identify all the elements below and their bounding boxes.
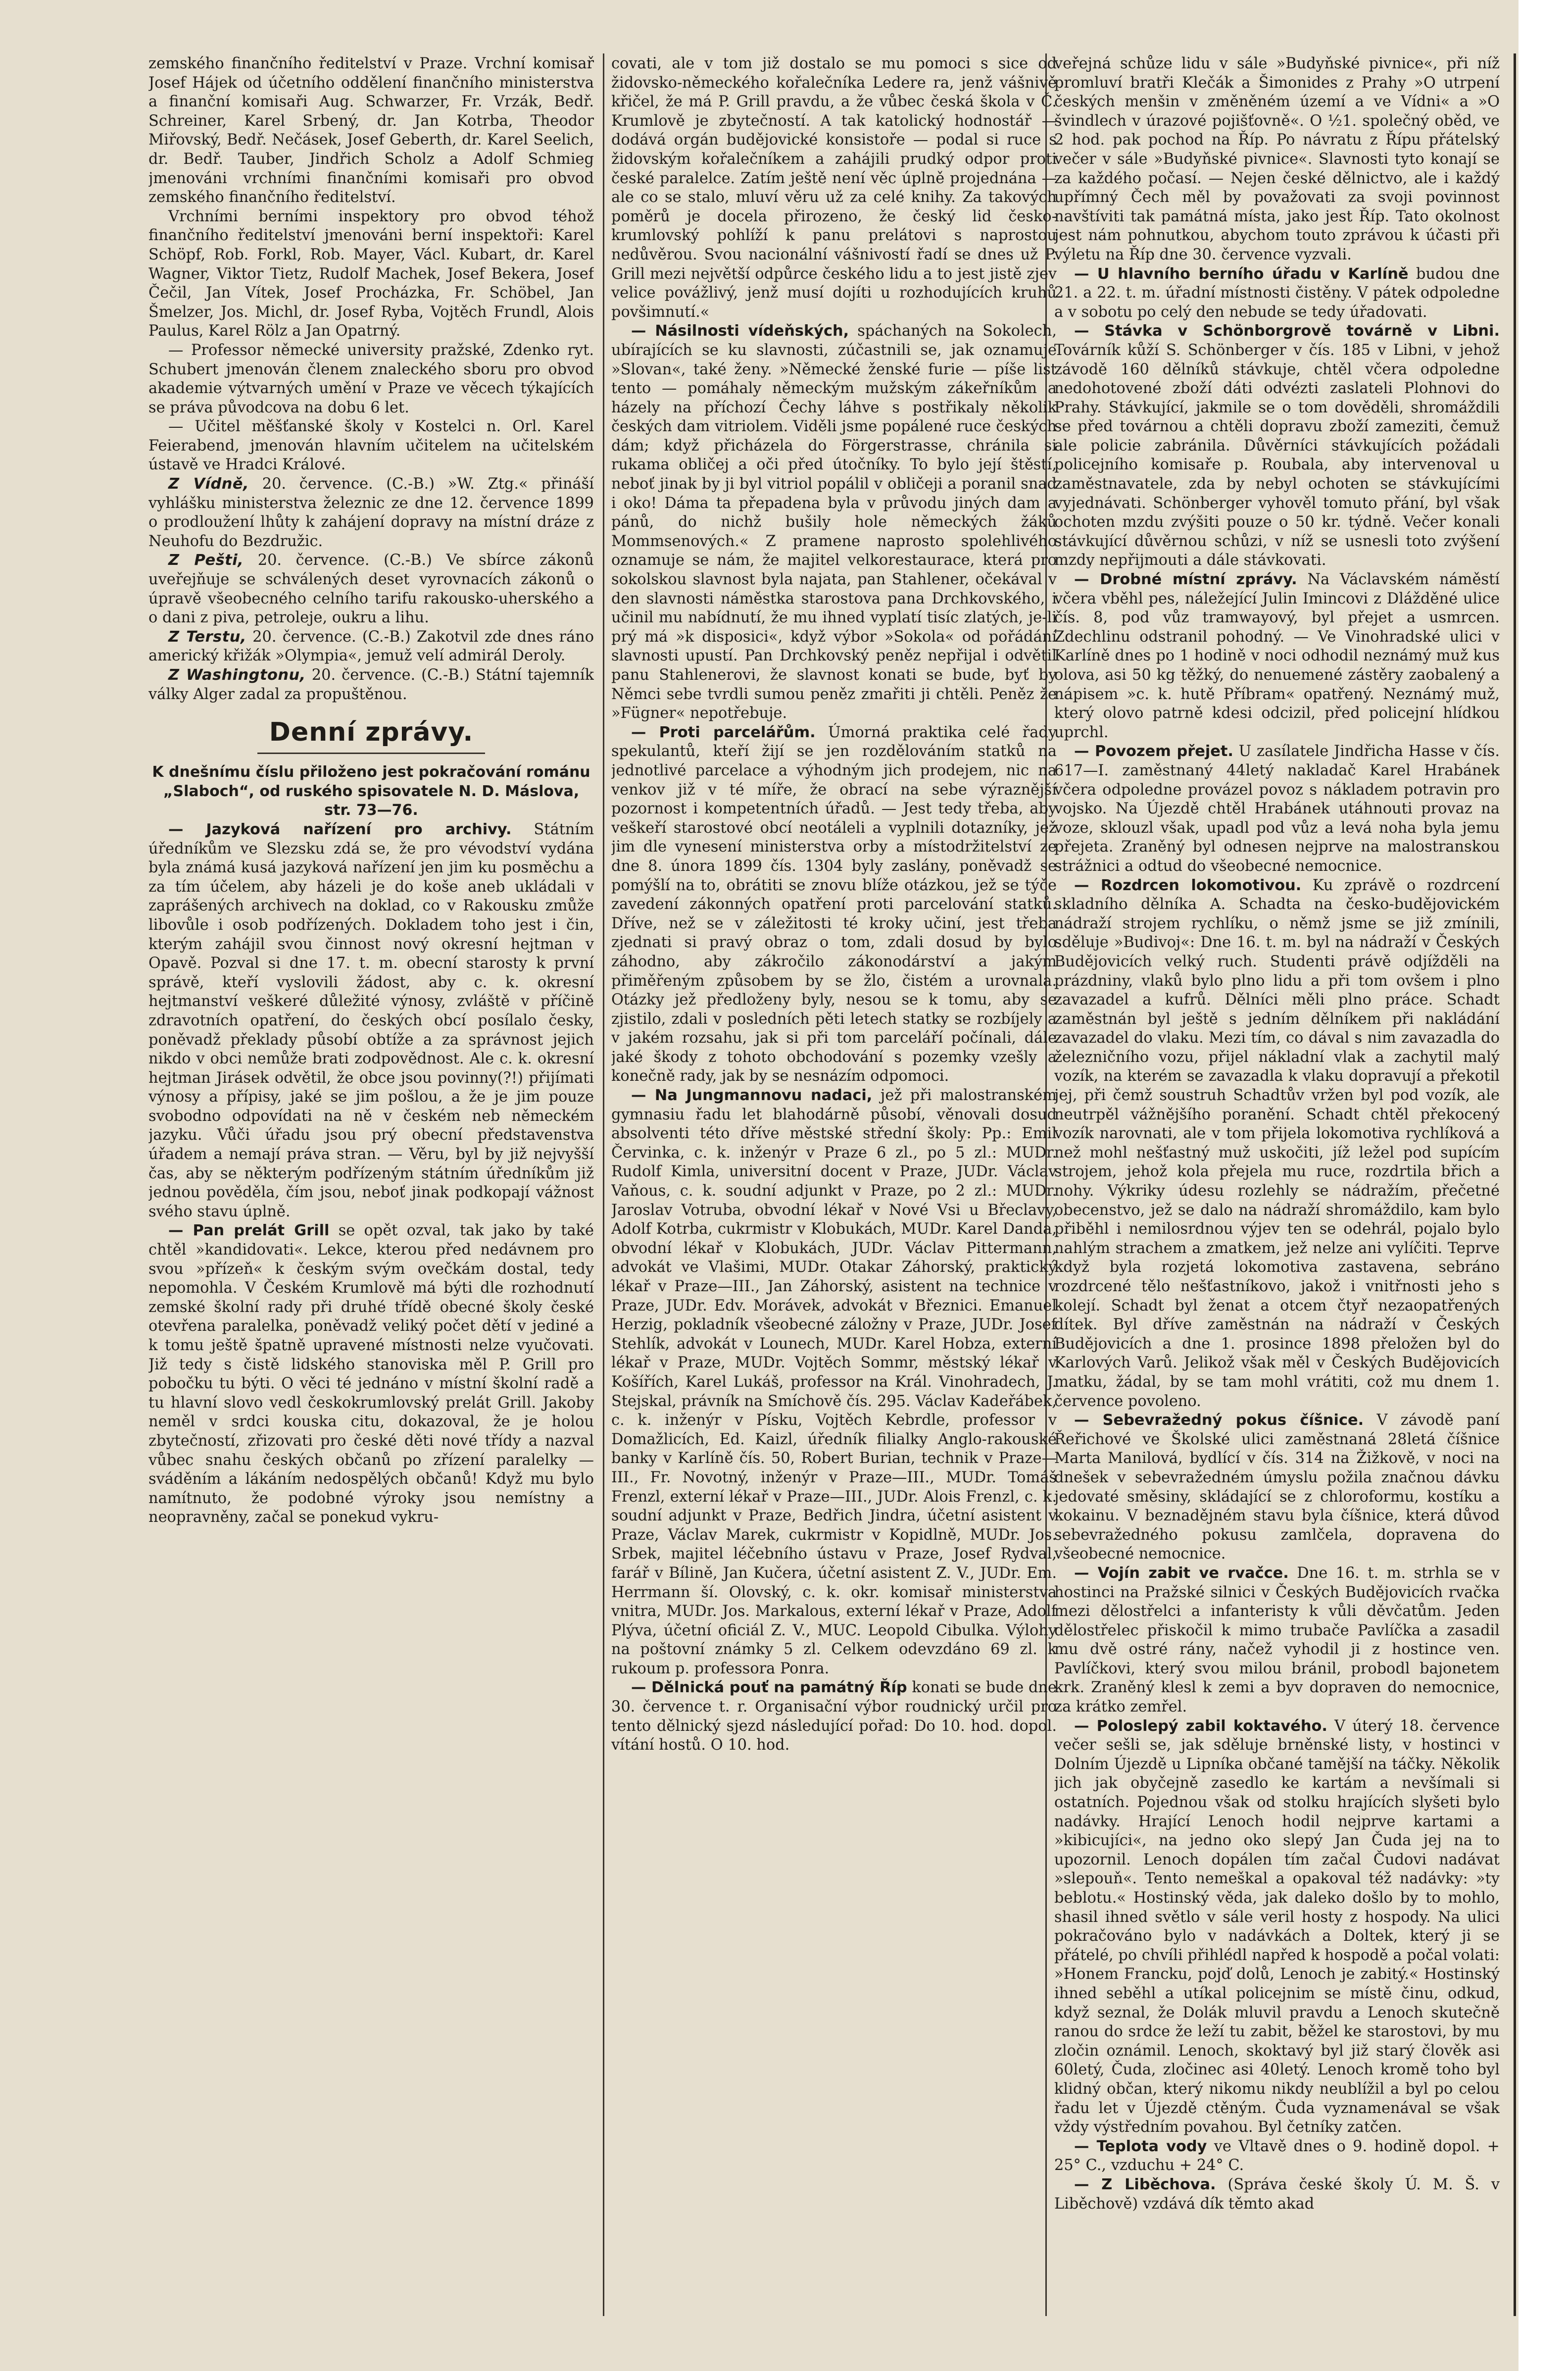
item-heading: — Na Jungmannovu nadaci, xyxy=(631,1087,873,1105)
news-item xyxy=(611,1086,1057,1678)
page-edge-rule xyxy=(1514,53,1516,2316)
item-heading: — U hlavního berního úřadu v Karlíně xyxy=(1074,265,1409,283)
article-text: V závodě paní Řeřichové ve Školské ulici zaměstnaná 28letá číšnice Marta Manilová, bydlící v čís. 314 na Žižkově, v noci na dnešek v sebevražedném úmyslu požila značnou dávku jedovaté směsiny, skládající se z chloroformu, kostíku a kokainu. V beznadějném stavu byla číšnice, která důvod sebevražedného pokusu zamlčela, dopravena do všeobecné nemocnice. xyxy=(1054,1412,1500,1563)
page-left-margin xyxy=(0,0,144,2371)
column-1 xyxy=(148,54,594,2312)
dateline: Z Terstu, xyxy=(168,628,246,646)
item-heading: — Teplota vody xyxy=(1074,2137,1207,2155)
news-item xyxy=(1054,876,1500,1412)
column-rule-1 xyxy=(603,53,604,2316)
dateline: Z Vídně, xyxy=(168,475,249,493)
item-heading: — Vojín zabit ve rvačce. xyxy=(1074,1564,1289,1582)
page-right-margin xyxy=(1519,0,1568,2371)
item-heading: — Drobné místní zprávy. xyxy=(1074,571,1297,589)
article-text: ve Vltavě dnes o 9. hodině dopol. + 25° C., vzduchu + 24° C. xyxy=(1054,2137,1500,2174)
column-3 xyxy=(1054,54,1500,2312)
article-text: zemského finančního ředitelství v Praze. Vrchní komisař Josef Hájek od účetního oddělení finančního ministerstva a finanční komisaři Aug. Schwarzer, Fr. Vrzák, Bedř. Schreiner, Karel Srbený, dr. Jan Kotrba, Theodor Miřovský, Bedř. Nečásek, Josef Geberth, dr. Karel Seelich, dr. Bedř. Tauber, Jindřich Scholz a Adolf Schmieg jmenováni vrchními finančními komisaři pro obvod zemského finančního ředitelství. xyxy=(148,55,594,206)
article-text: 20. července. (C.-B.) Státní tajemník války Alger zadal za propuštěnou. xyxy=(148,666,594,703)
item-heading: — Z Liběchova. xyxy=(1074,2175,1216,2193)
news-item xyxy=(1054,322,1500,570)
dateline: Z Washingtonu, xyxy=(168,666,306,684)
item-heading: — Jazyková nařízení pro archivy. xyxy=(168,820,512,838)
news-item xyxy=(1054,742,1500,876)
section-title: Denní zprávy. xyxy=(269,717,474,748)
article-text: veřejná schůze lidu v sále »Budyňské pivnice«, při níž promluví bratři Klečák a Šimonides z Prahy »O utrpení českých menšin v změněném území a ve Vídni« a »O švindlech v úrazové pojišťovně«. O ½1. společný oběd, ve 2 hod. pak pochod na Říp. Po návratu z Řípu přátelský večer v sále »Budyňské pivnice«. Slavnosti tyto konají se za každého počasí. — Nejen české dělnictvo, ale i každý upřímný Čech měl by považovati za svoji povinnost navštíviti tak památná místa, jako jest Říp. Tato okolnost jest nám pohnutkou, abychom touto zprávou k účasti při výletu na Říp dne 30. července vyzvali. xyxy=(1054,55,1500,263)
article-text: jež při malostranském gymnasiu řadu let blahodárně působí, věnovali dosud absolventi této dříve městské střední školy: Pp.: Emil Červinka, c. k. inženýr v Praze 6 zl., po 5 zl.: MUDr. Rudolf Kimla, universitní docent v Praze, JUDr. Václav Vaňous, c. k. soudní adjunkt v Praze, po 2 zl.: MUDr. Jaroslav Votruba, obvodní lékař v Nové Vsi u Břeclavy, Adolf Kotrba, cukrmistr v Klobukách, MUDr. Karel Danda, obvodní lékař v Klobukách, JUDr. Václav Pittermann, advokát ve Vlašimi, MUDr. Otakar Záhorský, praktický lékař v Praze—III., Jan Záhorský, asistent na technice v Praze, JUDr. Edv. Morávek, advokát v Březnici. Emanuel Herzig, pokladník všeobecné záložny v Praze, JUDr. Josef Stehlík, advokát v Lounech, MUDr. Karel Hobza, externí lékař v Praze, MUDr. Vojtěch Sommr, městský lékař v Košířích, Karel Lukáš, professor na Král. Vinohradech, J. Stejskal, právník na Smíchově čís. 295. Václav Kadeřábek, c. k. inženýr v Písku, Vojtěch Kebrdle, professor v Domažlicích, Ed. Kaizl, úředník filialky Anglo-rakouské banky v Karlíně čís. 50, Robert Burian, technik v Praze—III., Fr. Novotný, inženýr v Praze—III., MUDr. Tomáš Frenzl, externí lékař v Praze—III., JUDr. Alois Frenzl, c. k. soudní adjunkt v Praze, Bedřich Jindra, účetní asistent v Praze, Václav Marek, cukrmistr v Kopidlně, MUDr. Jos. Srbek, majitel léčebního ústavu v Praze, Josef Rydval, farář v Bílině, Jan Kučera, účetní asistent Z. V., JUDr. Em. Herrmann ší. Olovský, c. k. okr. komisař ministerstva vnitra, MUDr. Jos. Markalous, externí lékař v Praze, Adolf Plýva, účetní oficiál Z. V., MUC. Leopold Cibulka. Výlohy na poštovní známky 5 zl. Celkem odevzdáno 69 zl. k rukoum p. professora Ponra. xyxy=(611,1087,1057,1677)
article-text: 20. července. (C.-B.) Ve sbírce zákonů uveřejňuje se schválených deset vyrovnacích zákonů o úpravě všeobecného celního tarifu rakousko-uherského a o dani z piva, petroleje, oukru a lihu. xyxy=(148,552,594,627)
news-item xyxy=(148,551,594,627)
article-text: Vrchními berními inspektory pro obvod téhož finančního ředitelství jmenováni berní inspektoři: Karel Schöpf, Rob. Forkl, Rob. Mayer, Václ. Kubart, dr. Karel Wagner, Viktor Tietz, Rudolf Machek, Josef Bekera, Josef Čečil, Jan Vítek, Josef Procházka, Fr. Schöbel, Jan Šmelzer, Jos. Michl, dr. Josef Ryba, Vojtěch Frundl, Alois Paulus, Karel Rölz a Jan Opatrný. xyxy=(148,207,594,340)
article-text: konati se bude dne 30. července t. r. Organisační výbor roudnický určil pro tento dělnický sjezd následující pořad: Do 10. hod. dopol. vítání hostů. O 10. hod. xyxy=(611,1679,1057,1754)
news-item xyxy=(1054,1717,1500,2137)
item-heading: — Povozem přejet. xyxy=(1074,743,1233,760)
article-text: budou dne 21. a 22. t. m. úřadní místnosti čistěny. V pátek odpoledne a v sobotu po celý den nebude se tedy úřadovati. xyxy=(1054,265,1500,321)
article-text: V úterý 18. července večer sešli se, jak sděluje brněnské listy, v hostinci v Dolním Újezdě u Lipníka občané tamější na táčky. Několik jich jak obyčejně zasedlo ke kartám a nevšímali si ostatních. Pojednou však od stolku hrajících slyšeti bylo nadávky. Hrající Lenoch hodil nejprve kartami a »kibicujíci«, na jedno oko slepý Jan Čuda jej na to upozornil. Lenoch dopálen tím začal Čudovi nadávat »slepouň«. Tento nemeškal a opakoval též nadávky: »ty beblotu.« Hostinský věda, jak daleko došlo by to mohlo, shasil ihned světlo v sále veril hosty z hospody. Na ulici pokračováno bylo v nadávkách a Doltek, který ji se přátelé, po chvíli přihlédl napřed k hospodě a počal volati: »Honem Francku, pojď dolů, Lenoch je zabitý.« Hostinský ihned seběhl a utíkal policejnim se místě činu, odkud, když seznal, že Dolák mluvil pravdu a Lenoch skutečně ranou do srdce že leží tu zabit, běžel ke starostovi, by mu zločin oznámil. Lenoch, skoktavý byl již starý člověk asi 60letý, Čuda, zločinec asi 40letý. Lenoch kromě toho byl klidný občan, který nikomu nikdy neublížil a byl po celou řadu let v Újezdě ctěným. Čuda vyznamenával se však vždy výstředním povahou. Byl četníky zatčen. xyxy=(1054,1717,1500,2136)
news-item xyxy=(611,1678,1057,1755)
news-item xyxy=(1054,1564,1500,1717)
news-item xyxy=(611,322,1057,723)
article-text: — Učitel měšťanské školy v Kostelci n. Orl. Karel Feierabend, jmenován hlavním učitelem na učitelském ústavě ve Hradci Králové. xyxy=(148,418,594,474)
article-text: 20. července. (C.-B.) »W. Ztg.« přináší vyhlášku ministerstva železnic ze dne 12. července 1899 o prodloužení lhůty k zahájení dopravy na místní dráze z Neuhofu do Bezdružic. xyxy=(148,475,594,550)
item-heading: — Pan prelát Grill xyxy=(168,1222,330,1240)
item-heading: — Poloslepý zabil koktavého. xyxy=(1074,1717,1327,1735)
article-text: Úmorná praktika celé řady spekulantů, kteří žijí se jen rozdělováním statků na jednotlivé parcelace a výhodným jich prodejem, nic na venkov již v té míře, že obrací na sebe výraznější pozornost i kompetentních úřadů. — Jest tedy třeba, aby veškeří starostové obcí neotáleli a vyplnili dotazníky, jež jim dle vynesení ministerstva orby a místodržitelství ze dne 8. února 1899 čís. 1304 byly zaslány, poněvadž se pomýšlí na to, obrátiti se znovu blíže otázkou, jež se týče zavedení zákonných opatření proti parcelování statků. Dříve, než se v záležitosti té kroky učiní, jest třeba zjednati si pravý obraz o tom, zdali dosud by bylo záhodno, aby zákročilo zákonodárství a jakým přiměřeným způsobem by se žlo, čistém a urovnala. Otázky jež předloženy byly, nesou se k tomu, aby se zjistilo, zdali v posledních pěti letech statky se rozbíjely a v jakém rozsahu, jak si při tom parceláří počínali, dále jaké škody z tohoto obchodování s pozemky vzešly a konečně rady, jak by se nesnázím odpomoci. xyxy=(611,723,1057,1085)
article-text: covati, ale v tom již dostalo se mu pomoci s sice od židovsko-německého kořalečníka Ledere ra, jenž vášnivě křičel, že má P. Grill pravdu, a že vůbec česká škola v Č. Krumlově je zbytečností. A tak katolický hodnostář — dodává orgán budějovické konsistoře — podal si ruce s židovským kořalečníkem a zahájili prudký odpor proti české paralelce. Zatím ještě není věc úplně projednána — ale co se stalo, mluví věru už za celé knihy. Za takových poměrů je docela přirozeno, že český lid česko-krumlovský pohlíží k panu prelátovi s naprostou nedůvěrou. Svou nacionální vášnivostí řadí se dnes už P. Grill mezi největší odpůrce českého lidu a to jest jistě zjev velice povážlivý, jenž musí dojíti u rozhodujících kruhů povšimnutí.« xyxy=(611,55,1057,321)
article-text: se opět ozval, tak jako by také chtěl »kandidovati«. Lekce, kterou před nedávnem pro svou »přízeň« k českým svým ovečkám dostal, tedy nepomohla. V Českém Krumlově má býti dle rozhodnutí zemské školní rady při druhé třídě obecné školy české otevřena paralelka, poněvadž veliký počet dětí v jediné a k tomu ještě špatně upravené místnosti nelze vyučovati. Již tedy s čistě lidského stanoviska měl P. Grill pro pobočku tu býti. O věci té jednáno v místní školní radě a tu hlavní slovo vedl českokrumlovský prelát Grill. Jakoby neměl v srdci kouska citu, dokazoval, že je holou zbytečností, zřizovati pro české děti nové třídy a nazval vůbec snahu českých občanů po zřízení paralelky — sváděním a lákáním nedospělých občanů! Když mu bylo namítnuto, že podobné výroky jsou nemístny a neopravněny, začal se ponekud vykru- xyxy=(148,1222,594,1526)
article-text: Ku zprávě o rozdrcení skladního dělníka A. Schadta na česko-budějovickém nádraží strojem rychlíku, o němž jsme se již zmínili, sděluje »Budivoj«: Dne 16. t. m. byl na nádraží v Českých Budějovicích velký ruch. Studenti právě odjížděli na prázdniny, vlaků bylo plno lidu a při tom ovšem i plno zavazadel a kufrů. Dělníci měli plno práce. Schadt zaměstnán byl ještě s jedním dělníkem při nakládání zavazadel do vlaku. Mezi tím, co dával s nim zavazadla do železničního vozu, přijel nákladní vlak a zachytil malý vozík, na kterém se zavazadla k vlaku dopravují a překotil jej, při čemž soustruh Schadtův vržen byl pod vozík, ale neutrpěl vážnějšího poranění. Schadt chtěl překocený vozík narovnati, ale v tom přijela lokomotiva rychlíková a než mohl nešťastný muž uskočiti, jíž ležel pod supícím strojem, jehož kola přejela mu ruce, rozdrtila břich a nohy. Výkriky údesu rozlehly se nádražím, přečetné obecenstvo, jež se dalo na nádraží shromáždilo, kam bylo přiběhl i nemilosrdnou výjev ten se odehrál, pojalo bylo nahlým strachem a zmatkem, jež nelze ani vylíčiti. Teprve když byla rozjetá lokomotiva zastavena, sebráno rozdrcené tělo nešťastníkovo, jakož i vnitřnosti jeho s kolejí. Schadt byl ženat a otcem čtyř nezaopatřených dítek. Byl dříve zaměstnán na nádraží v Českých Budějovicích a dne 1. prosince 1898 přeložen byl do Karlových Varů. Jelikož však měl v Českých Budějovicích matku, žádal, by se tam mohl vrátiti, což mu dnem 1. července povoleno. xyxy=(1054,876,1500,1410)
item-heading: — Stávka v Schönborgrově továrně v Libni. xyxy=(1074,322,1500,340)
news-item xyxy=(148,1221,594,1527)
article-text: U zasílatele Jindřicha Hasse v čís. 617—I. zaměstnaný 44letý nakladač Karel Hrabánek včera odpoledne provázel povoz s nákladem potravin pro vojsko. Na Újezdě chtěl Hrabánek utáhnouti provaz na voze, sklouzl však, upadl pod vůz a levá noha byla jemu přejeta. Zraněný byl odnesen nejprve na malostranskou strážnici a odtud do všeobecné nemocnice. xyxy=(1054,743,1500,875)
item-heading: — Násilnosti vídeňských, xyxy=(631,322,849,340)
article-text: — Professor německé university pražské, Zdenko ryt. Schubert jmenován členem znaleckého sboru pro obvod akademie výtvarných umění v Praze ve věcech týkajících se práva původcova na dobu 6 let. xyxy=(148,341,594,416)
item-heading: — Dělnická pouť na památný Říp xyxy=(631,1679,907,1697)
news-item xyxy=(1054,1411,1500,1564)
article-text: Na Václavském náměstí včera vběhl pes, náležející Julin Imincovi z Dlážděné ulice čís. 8, pod vůz tramwayový, byl přejet a usmrcen. Zdechlinu odstranil pohodný. — Ve Vinohradské ulici v Karlíně dnes po 1 hodině v noci odhodil neznámý muž kus olova, asi 50 kg těžký, do nenuemené zástěry zaobalený a nápisem »c. k. hutě Příbram« opatřený. Neznámý muž, který olovo patrně kdesi odcizil, před policejní hlídkou uprchl. xyxy=(1054,571,1500,741)
news-item xyxy=(1054,2175,1500,2214)
column-2 xyxy=(611,54,1057,2312)
news-item xyxy=(1054,2137,1500,2175)
news-item xyxy=(1054,570,1500,742)
news-item xyxy=(148,666,594,704)
article-text: 20. července. (C.-B.) Zakotvil zde dnes ráno americký křižák »Olympia«, jemuž velí admirál Deroly. xyxy=(148,628,594,665)
news-item xyxy=(148,475,594,551)
news-item xyxy=(1054,265,1500,322)
news-item xyxy=(611,723,1057,1086)
article-text: Dne 16. t. m. strhla se v hostinci na Pražské silnici v Českých Budějovicích rvačka mezi dělostřelci a infanteristy k vůli děvčatům. Jeden dělostřelec přiskočil k mimo trubače Pavlíčka a zasadil mu dvě ostré rány, načež vyhodil ji z hostince ven. Pavlíčkovi, který svou milou bránil, probodl bajonetem krk. Zraněný klesl k zemi a byv dopraven do nemocnice, za krátko zemřel. xyxy=(1054,1564,1500,1716)
article-text: Továrník kůží S. Schönberger v čís. 185 v Libni, v jehož závodě 160 dělníků stávkuje, chtěl včera odpoledne nedohotovené zboží dáti odvézti zaslateli Plohnovi do Prahy. Stávkující, jakmile se o tom dověděli, shromáždili se před továrnou a chtěli dopravu zboží zameziti, čemuž ale policie zabránila. Důvěrníci stávkujících požádali policejního komisaře p. Roubala, aby intervenoval u zaměstnavatele, zda by nebyl ochoten se stávkujícími vyjednávati. Schönberger vyhověl tomuto přání, byl však ochoten mzdu zvýšiti pouze o 50 kr. týdně. Večer konali stávkující důvěrnou schůzi, v níž se usnesli toto zvýšení mzdy nepřijmouti a dále stávkovati. xyxy=(1054,341,1500,569)
news-item xyxy=(148,820,594,1221)
item-heading: — Proti parcelářům. xyxy=(631,723,816,741)
article-text: Státním úředníkům ve Slezsku zdá se, že pro vévodství vydána byla známá kusá jazyková nařízení jen jim ku posměchu a za tím účelem, aby házeli je do koše aneb ukládali v zaprášených archivech na doklad, co v Rakousku zmůže libovůle i osob podřízených. Dokladem toho jest i čin, kterým zahájil svou činnost nový okresní hejtman v Opavě. Pozval si dne 17. t. m. obecní starosty k první správě, kteří vyslovili žádost, aby c. k. okresní hejtmanství veškeré důležité výnosy, zvláště v příčině zdravotních opatření, do českých obcí posílalo česky, poněvadž překlady působí obtíže a za správnost jejich nikdo v obci nemůže brati zodpovědnost. Ale c. k. okresní hejtman Jirásek odvětil, že obce jsou povinny(?!) přijímati výnosy a přípisy, jaké se jim pošlou, a že je jim pouze svobodno odpovídati na ně v českém neb německém jazyku. Vůči úřadu jsou prý obecní představenstva úřadem a nemají práva stran. — Věru, byl by již nejvyšší čas, aby se některým podřízeným státním úředníkům již jednou pověděla, čím jsou, neboť jinak podkopají vážnost svého stavu úplně. xyxy=(148,820,594,1220)
supplement-notice: K dnešnímu číslu přiloženo jest pokračování románu „Slaboch“, od ruského spisovatele N. D. Máslova, str. 73—76. xyxy=(152,763,590,819)
dateline: Z Pešti, xyxy=(168,552,244,569)
article-text: spáchaných na Sokolech, ubírajících se ku slavnosti, zúčastnili se, jak oznamuje »Slovan«, také ženy. »Německé ženské furie — píše list tento — pomáhaly německým mužským zákeřníkům a házely na příchozí Čechy láhve s postřikaly několik českých dam vitriolem. Viděli jsme popálené ruce českých dám; když přicházela do Förgerstrasse, chránila si rukama obličej a oči před útočníky. To bylo její štěstí, neboť jinak by ji byl vitriol popálil v obličeji a poranil snad i oko! Dáma ta přepadena byla v průvodu jiných dam a pánů, do nichž bušily hole německých žáků Mommsenových.« Z pramene naprosto spolehlivého oznamuje se nám, že majitel velkorestaurace, která pro sokolskou slavnost byla najata, pan Stahlener, očekával v den slavnosti náměstka starostova pana Drchkovského, i učinil mu nabídnutí, že mu ihned vyplatí tisíc zlatých, je-li prý má »k disposici«, když výbor »Sokola« od pořádání slavnosti upustí. Pan Drchkovský peněz nepřijal i odvětil panu Stahlenerovi, že slavnost konati se bude, byť by Němci sebe tvrdli sumou peněz zmařiti ji chtěli. Peněz že »Fügner« nepotřebuje. xyxy=(611,322,1057,722)
section-rule xyxy=(257,753,485,754)
article-text: (Správa české školy Ú. M. Š. v Liběchově) vzdává dík těmto akad xyxy=(1054,2175,1500,2213)
item-heading: — Sebevražedný pokus číšnice. xyxy=(1074,1412,1364,1429)
item-heading: — Rozdrcen lokomotivou. xyxy=(1074,876,1302,894)
news-item xyxy=(148,628,594,666)
